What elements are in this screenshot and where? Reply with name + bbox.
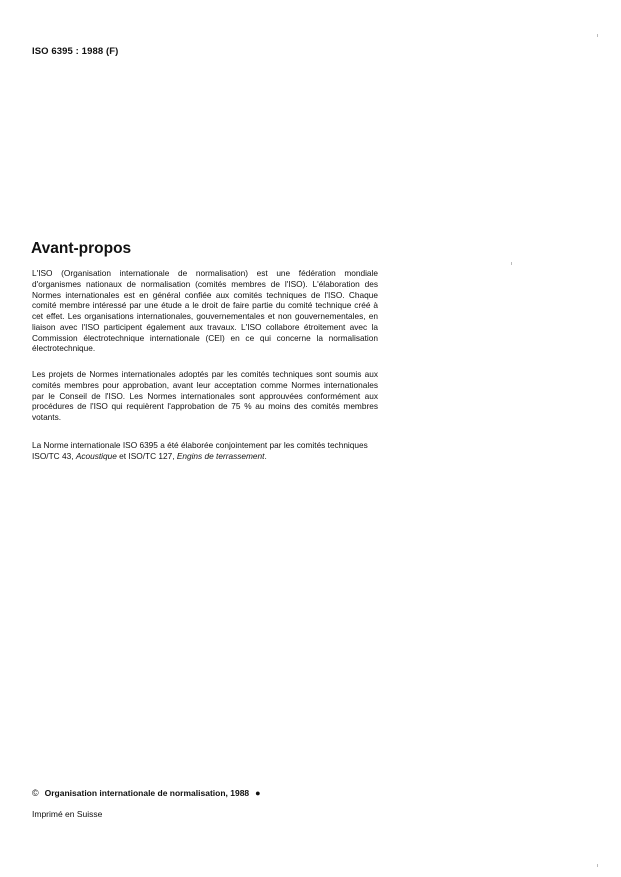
foreword-paragraph-2: Les projets de Normes internationales adoptés par les comités techniques sont soumis aux comités membres pour approbation, avant leur acceptation comme Normes internationales par le Conseil de l'ISO. Les Normes internationales sont approuvées conformément aux procédures de l'ISO qui requièrent l'approbation de 75 % au moins des comités membres votants.: [32, 369, 378, 422]
scan-speck: [511, 262, 512, 265]
foreword-paragraph-3: [32, 440, 378, 462]
tc43-committee-title: Acoustique: [75, 450, 117, 461]
copyright-line: [32, 788, 261, 798]
copyright-organisation: Organisation internationale de normalisation, 1988: [44, 788, 250, 798]
tc127-committee-title: Engins de terrassement: [176, 450, 265, 461]
scan-speck: [597, 864, 598, 867]
scan-speck: [597, 34, 598, 37]
foreword-paragraph-1: L'ISO (Organisation internationale de normalisation) est une fédération mondiale d'organismes nationaux de normalisation (comités membres de l'ISO). L'élaboration des Normes internationales est en général confiée aux comités techniques de l'ISO. Chaque comité membre intéressé par une étude a le droit de faire partie du comité technique créé à cet effet. Les organisations internationales, gouvernementales et non gouvernementales, en liaison avec l'ISO participent également aux travaux. L'ISO collabore étroitement avec la Commission électrotechnique internationale (CEI) en ce qui concerne la normalisation électrotechnique.: [32, 268, 378, 354]
printed-in-note: Imprimé en Suisse: [32, 809, 103, 819]
copyright-icon: ©: [32, 788, 39, 798]
bullet-icon: ●: [255, 788, 261, 798]
foreword-title: Avant-propos: [31, 240, 132, 257]
paragraph-3-suffix: .: [264, 450, 267, 461]
paragraph-3-prefix: La Norme internationale ISO 6395 a été élaborée conjointement par les comités techniques ISO/TC 43,: [32, 440, 368, 461]
document-header-reference: ISO 6395 : 1988 (F): [32, 46, 119, 57]
paragraph-3-middle: et ISO/TC 127,: [116, 450, 177, 461]
